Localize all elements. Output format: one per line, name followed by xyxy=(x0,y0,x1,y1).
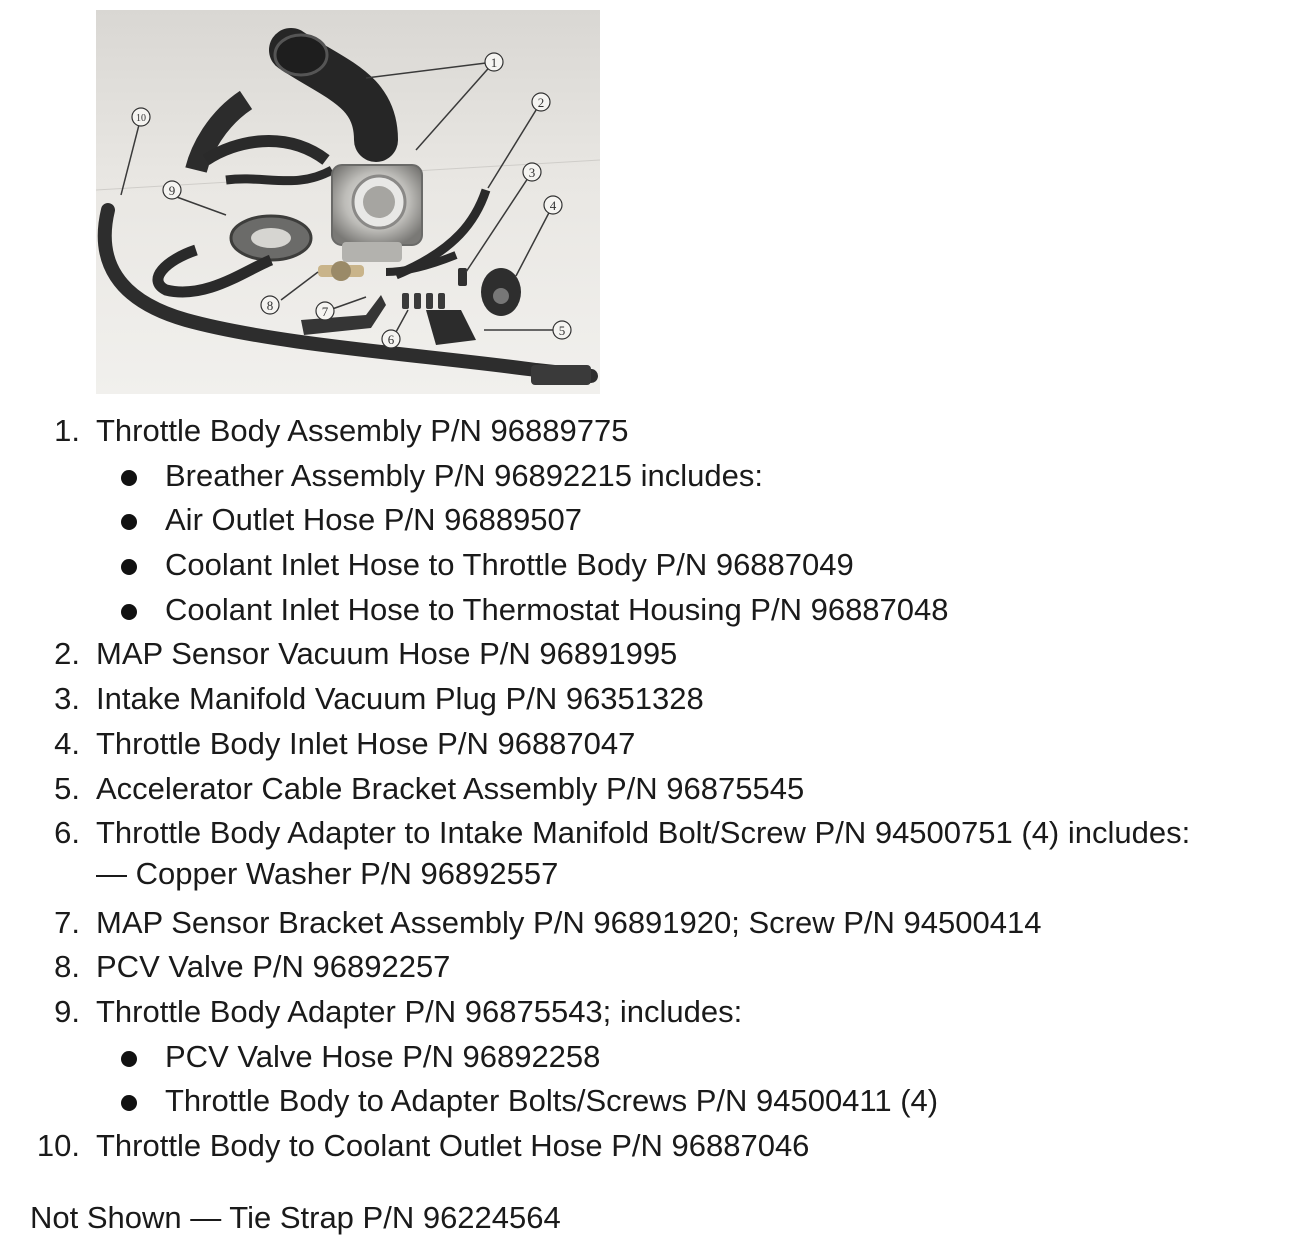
callout-4: 4 xyxy=(549,198,557,213)
list-item xyxy=(0,1124,1316,1169)
item-text: Throttle Body to Coolant Outlet Hose P/N 96887046 xyxy=(96,1128,810,1163)
callout-3: 3 xyxy=(528,165,536,180)
item-number: 10. xyxy=(36,1128,80,1163)
sub-item-text: Air Outlet Hose P/N 96889507 xyxy=(165,502,583,538)
list-item xyxy=(0,632,1316,677)
callout-10: 10 xyxy=(136,113,146,124)
list-item xyxy=(0,767,1316,812)
callout-2: 2 xyxy=(537,95,545,110)
sub-item-text: Breather Assembly P/N 96892215 includes: xyxy=(165,457,763,493)
item-text: MAP Sensor Bracket Assembly P/N 96891920; Screw P/N 94500414 xyxy=(96,904,1042,940)
parts-list xyxy=(0,409,1316,1169)
list-item xyxy=(0,901,1316,946)
item-number: 1. xyxy=(54,413,80,448)
bullet-icon xyxy=(121,559,137,575)
bullet-icon xyxy=(121,470,137,486)
not-shown-note: Not Shown — Tie Strap P/N 96224564 xyxy=(30,1200,561,1235)
item-text: Intake Manifold Vacuum Plug P/N 96351328 xyxy=(96,681,704,717)
sub-item xyxy=(0,454,1316,499)
parts-photo xyxy=(96,10,600,394)
sub-item xyxy=(0,588,1316,633)
callout-8: 8 xyxy=(266,298,274,313)
list-item xyxy=(0,990,1316,1035)
item-number: 8. xyxy=(54,949,80,985)
bullet-icon xyxy=(121,1095,137,1111)
callout-6: 6 xyxy=(387,332,395,347)
callout-1: 1 xyxy=(490,55,498,70)
sub-item-text: Throttle Body to Adapter Bolts/Screws P/N 94500411 (4) xyxy=(165,1083,939,1119)
item-text: Accelerator Cable Bracket Assembly P/N 96875545 xyxy=(96,770,805,806)
item-text: Throttle Body Inlet Hose P/N 96887047 xyxy=(96,725,636,761)
item-number: 4. xyxy=(54,725,80,761)
item-text: Throttle Body Adapter P/N 96875543; includes: xyxy=(96,993,743,1029)
list-item xyxy=(0,677,1316,722)
callout-9: 9 xyxy=(168,183,176,198)
bullet-icon xyxy=(121,604,137,620)
item-number: 9. xyxy=(54,993,80,1029)
continuation-line xyxy=(0,856,1316,901)
item-number: 2. xyxy=(54,636,80,672)
item-text: PCV Valve P/N 96892257 xyxy=(96,949,451,985)
item-number: 5. xyxy=(54,770,80,806)
item-number: 6. xyxy=(54,815,80,851)
sub-item xyxy=(0,498,1316,543)
callout-7: 7 xyxy=(321,304,329,319)
list-item xyxy=(0,722,1316,767)
item-text: Throttle Body Adapter to Intake Manifold Bolt/Screw P/N 94500751 (4) includes: xyxy=(96,815,1191,851)
item-number: 3. xyxy=(54,681,80,717)
item-text: MAP Sensor Vacuum Hose P/N 96891995 xyxy=(96,636,678,672)
item-text: Throttle Body Assembly P/N 96889775 xyxy=(96,413,629,448)
sub-item-text: PCV Valve Hose P/N 96892258 xyxy=(165,1038,601,1074)
sub-item xyxy=(0,1079,1316,1124)
sub-item-text: Coolant Inlet Hose to Thermostat Housing P/N 96887048 xyxy=(165,591,949,627)
list-item xyxy=(0,811,1316,856)
bullet-icon xyxy=(121,514,137,530)
sub-item-text: Coolant Inlet Hose to Throttle Body P/N 96887049 xyxy=(165,547,854,583)
list-item xyxy=(0,409,1316,454)
sub-item xyxy=(0,1035,1316,1080)
sub-item xyxy=(0,543,1316,588)
item-number: 7. xyxy=(54,904,80,940)
list-item xyxy=(0,945,1316,990)
callout-5: 5 xyxy=(558,323,566,338)
bullet-icon xyxy=(121,1051,137,1067)
item-continuation-text: — Copper Washer P/N 96892557 xyxy=(96,855,559,891)
